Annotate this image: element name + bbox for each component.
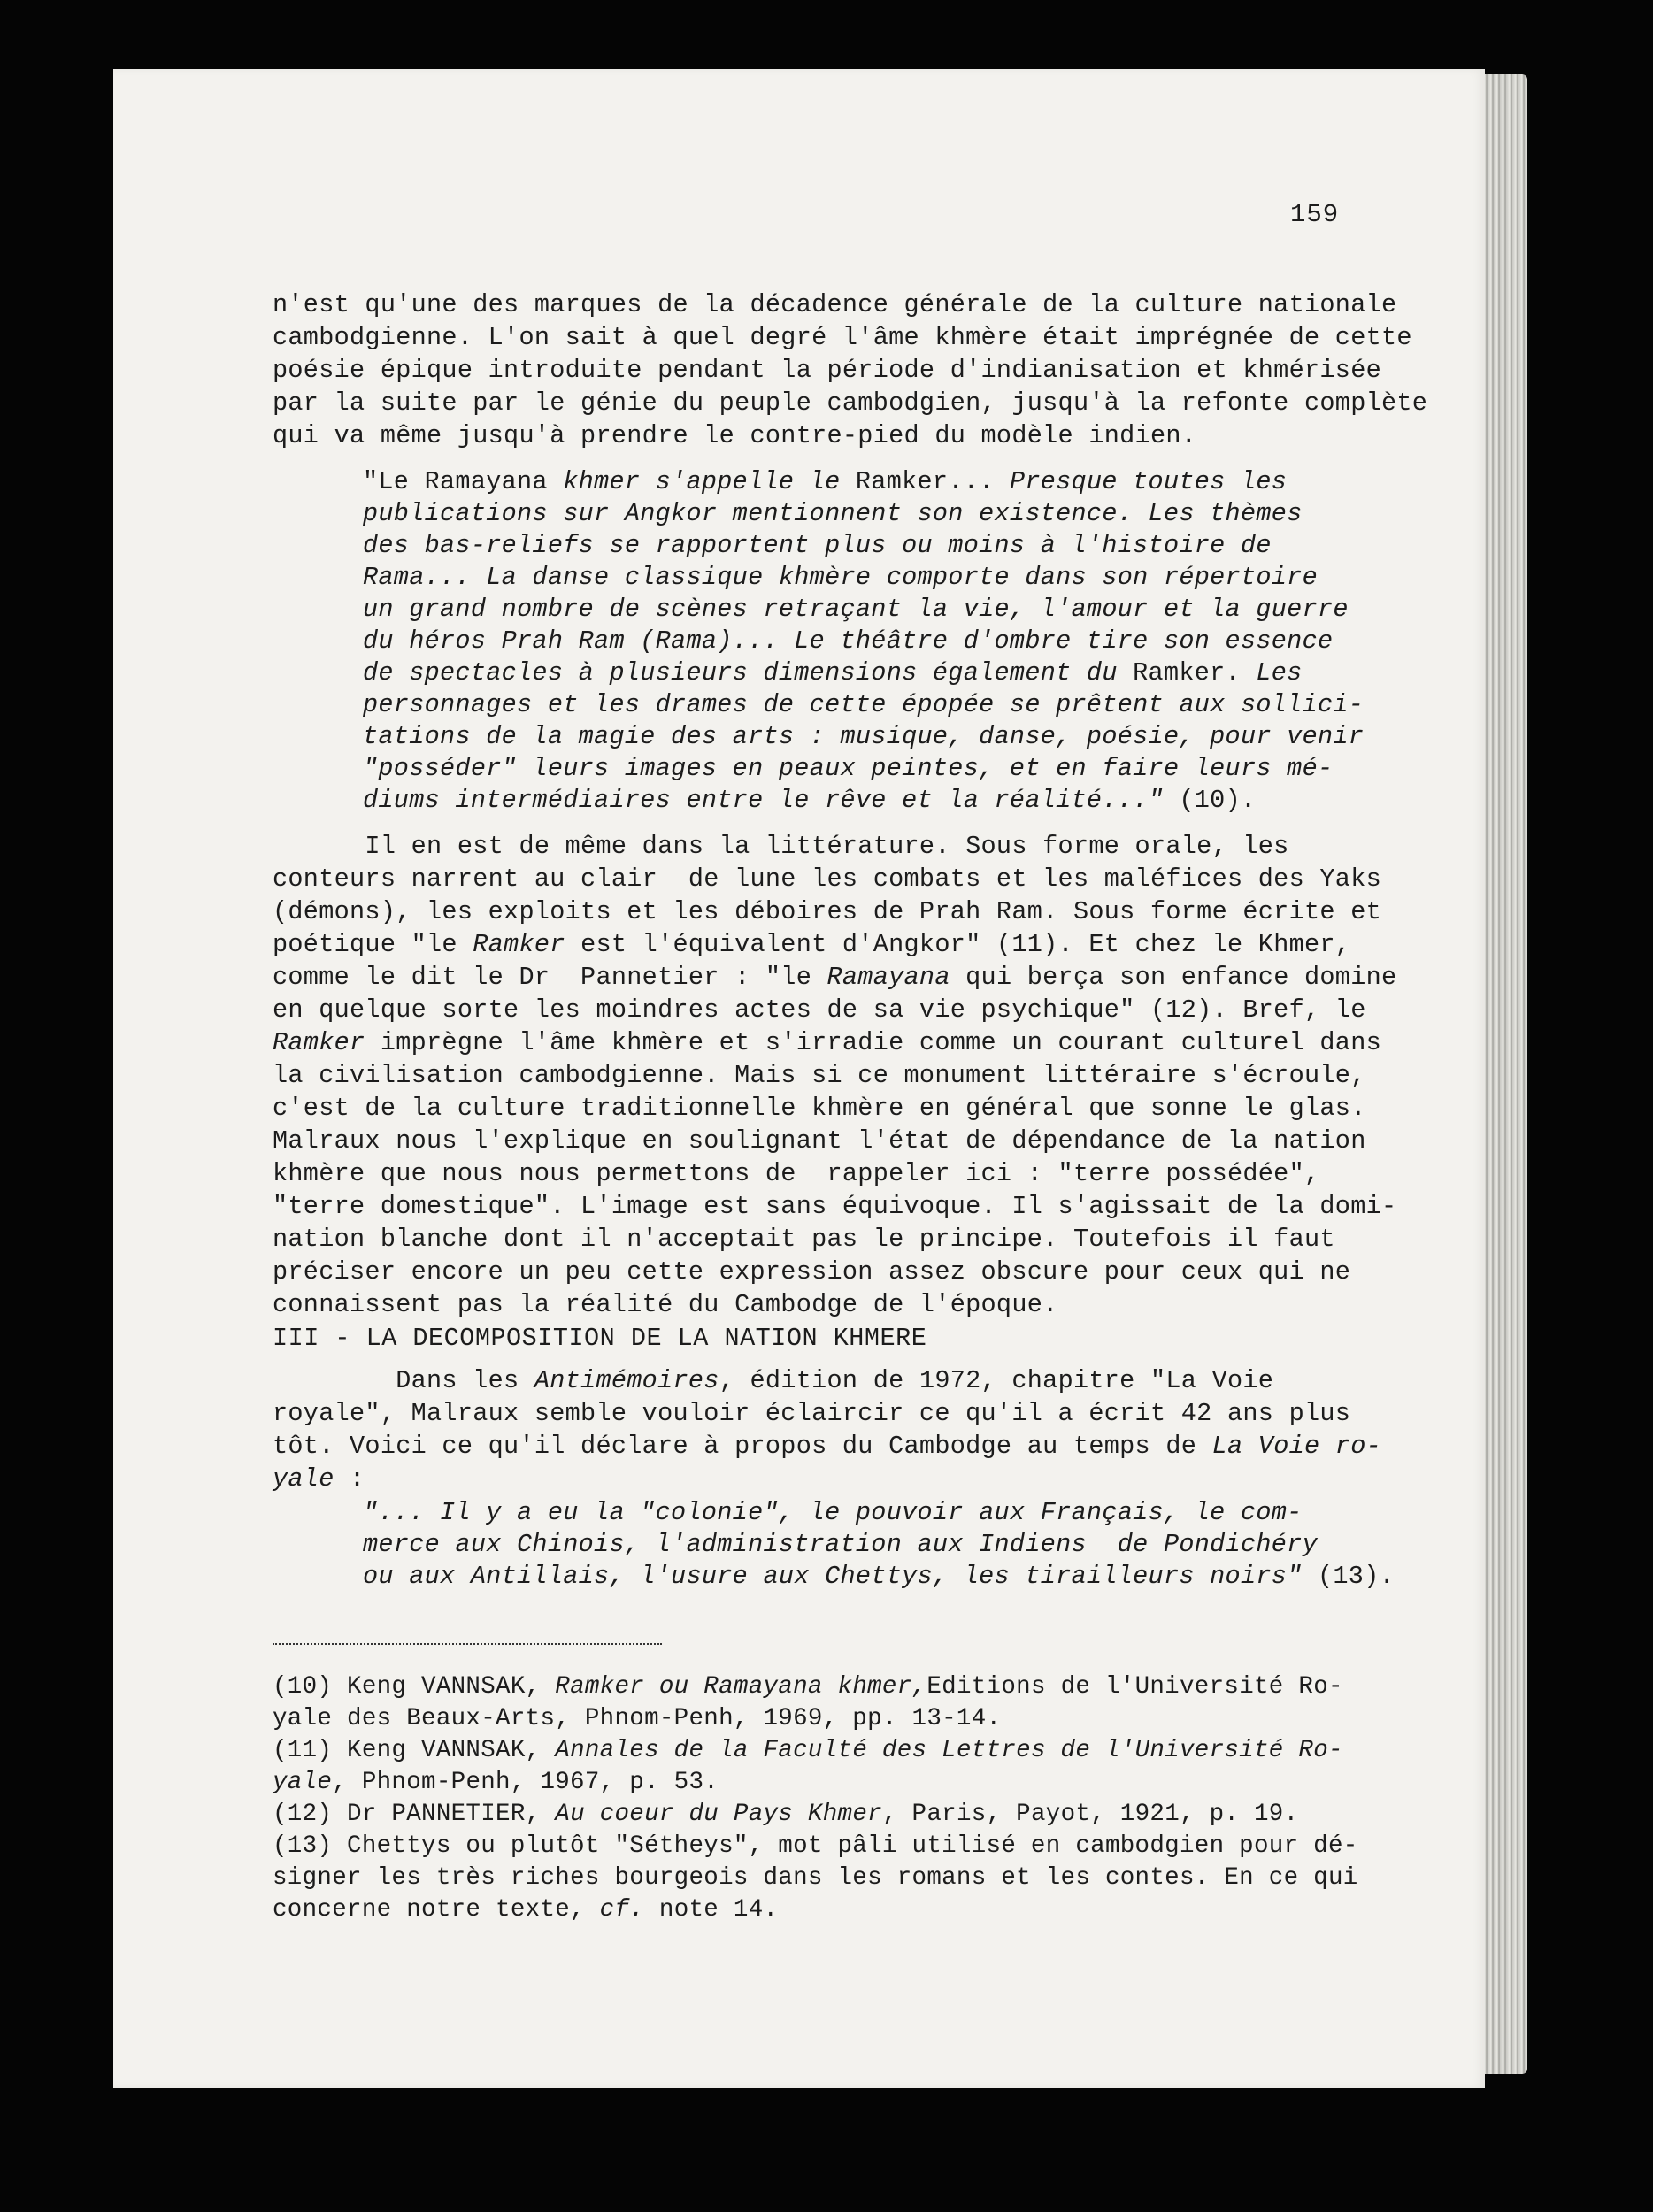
text-line: par la suite par le génie du peuple cambodgien, jusqu'à la refonte complète xyxy=(273,388,1428,418)
text-line: connaissent pas la réalité du Cambodge de l'époque. xyxy=(273,1290,1058,1319)
text-line: (démons), les exploits et les déboires de Prah Ram. Sous forme écrite et xyxy=(273,897,1381,926)
quote-line: des bas-reliefs se rapportent plus ou moins à l'histoire de xyxy=(363,531,1272,560)
footnote-line: (10) Keng VANNSAK, Ramker ou Ramayana khmer,Editions de l'Université Ro- xyxy=(273,1673,1343,1701)
footnote-line: (11) Keng VANNSAK, Annales de la Faculté des Lettres de l'Université Ro- xyxy=(273,1737,1343,1764)
text-line: poétique "le Ramker est l'équivalent d'Angkor" (11). Et chez le Khmer, xyxy=(273,930,1351,959)
quote-line: ou aux Antillais, l'usure aux Chettys, les tirailleurs noirs" (13). xyxy=(363,1562,1395,1591)
quote-line: "... Il y a eu la "colonie", le pouvoir aux Français, le com- xyxy=(363,1498,1303,1527)
text-line: c'est de la culture traditionnelle khmère en général que sonne le glas. xyxy=(273,1094,1366,1123)
text-line: nation blanche dont il n'acceptait pas le principe. Toutefois il faut xyxy=(273,1225,1335,1254)
footnote-separator xyxy=(273,1643,662,1645)
text-line: royale", Malraux semble vouloir éclaircir ce qu'il a écrit 42 ans plus xyxy=(273,1399,1351,1428)
footnote-line: signer les très riches bourgeois dans les romans et les contes. En ce qui xyxy=(273,1864,1358,1892)
text-line: Malraux nous l'explique en soulignant l'état de dépendance de la nation xyxy=(273,1126,1366,1156)
quote-line: Rama... La danse classique khmère comporte dans son répertoire xyxy=(363,563,1318,592)
quote-line: "Le Ramayana khmer s'appelle le Ramker... Presque toutes les xyxy=(363,467,1288,496)
quote-line: de spectacles à plusieurs dimensions également du Ramker. Les xyxy=(363,658,1303,687)
page-number: 159 xyxy=(1290,200,1340,229)
quote-line: publications sur Angkor mentionnent son existence. Les thèmes xyxy=(363,499,1303,528)
text-line: comme le dit le Dr Pannetier : "le Ramayana qui berça son enfance domine xyxy=(273,963,1397,992)
text-line: Il en est de même dans la littérature. Sous forme orale, les xyxy=(273,832,1289,861)
quote-line: un grand nombre de scènes retraçant la vie, l'amour et la guerre xyxy=(363,595,1349,624)
footnote-line: (12) Dr PANNETIER, Au coeur du Pays Khmer, Paris, Payot, 1921, p. 19. xyxy=(273,1801,1299,1828)
text-line: Ramker imprègne l'âme khmère et s'irradie comme un courant culturel dans xyxy=(273,1028,1382,1057)
text-line: yale : xyxy=(273,1464,365,1494)
quote-line: merce aux Chinois, l'administration aux Indiens de Pondichéry xyxy=(363,1530,1318,1559)
text-line: Dans les Antimémoires, édition de 1972, chapitre "La Voie xyxy=(273,1366,1274,1395)
text-line: poésie épique introduite pendant la période d'indianisation et khmérisée xyxy=(273,356,1381,385)
text-line: tôt. Voici ce qu'il déclare à propos du Cambodge au temps de La Voie ro- xyxy=(273,1432,1382,1461)
quote-line: du héros Prah Ram (Rama)... Le théâtre d'ombre tire son essence xyxy=(363,626,1334,656)
text-line: cambodgienne. L'on sait à quel degré l'âme khmère était imprégnée de cette xyxy=(273,323,1412,352)
footnote-line: (13) Chettys ou plutôt "Sétheys", mot pâli utilisé en cambodgien pour dé- xyxy=(273,1832,1358,1860)
footnote-line: yale, Phnom-Penh, 1967, p. 53. xyxy=(273,1769,719,1796)
quote-line: diums intermédiaires entre le rêve et la réalité..." (10). xyxy=(363,786,1257,815)
text-line: la civilisation cambodgienne. Mais si ce monument littéraire s'écroule, xyxy=(273,1061,1366,1090)
text-line: en quelque sorte les moindres actes de sa vie psychique" (12). Bref, le xyxy=(273,995,1366,1025)
quote-line: "posséder" leurs images en peaux peintes, et en faire leurs mé- xyxy=(363,754,1334,783)
text-line: qui va même jusqu'à prendre le contre-pied du modèle indien. xyxy=(273,421,1197,450)
section-heading-text: III - LA DECOMPOSITION DE LA NATION KHMERE xyxy=(273,1324,927,1353)
text-line: "terre domestique". L'image est sans équivoque. Il s'agissait de la domi- xyxy=(273,1192,1397,1221)
text-line: conteurs narrent au clair de lune les combats et les maléfices des Yaks xyxy=(273,864,1381,894)
text-line: préciser encore un peu cette expression assez obscure pour ceux qui ne xyxy=(273,1257,1351,1286)
footnote-line: yale des Beaux-Arts, Phnom-Penh, 1969, pp. 13-14. xyxy=(273,1705,1002,1732)
text-line: n'est qu'une des marques de la décadence générale de la culture nationale xyxy=(273,290,1397,319)
quote-line: personnages et les drames de cette épopée se prêtent aux sollici- xyxy=(363,690,1365,719)
quote-line: tations de la magie des arts : musique, danse, poésie, pour venir xyxy=(363,722,1365,751)
footnote-line: concerne notre texte, cf. note 14. xyxy=(273,1896,779,1924)
text-line: khmère que nous nous permettons de rappeler ici : "terre possédée", xyxy=(273,1159,1320,1188)
